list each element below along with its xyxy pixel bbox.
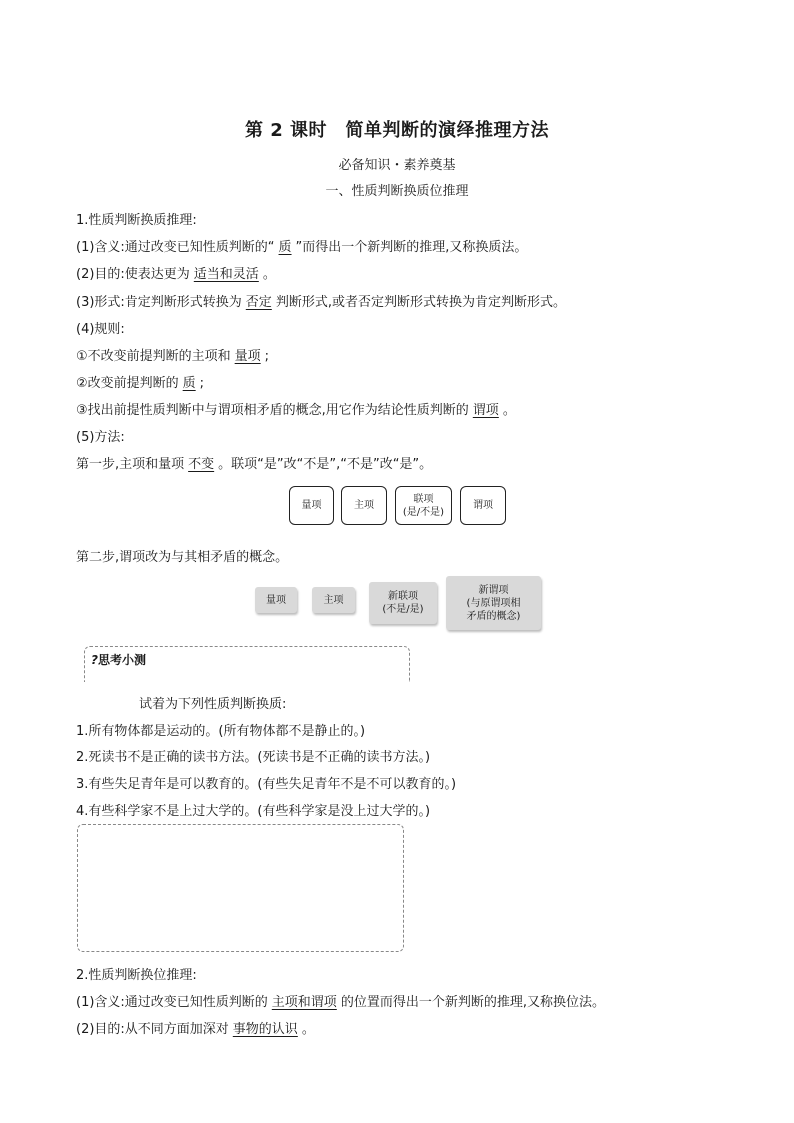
box-label — [403, 493, 444, 519]
diagram1-quantifier-box — [289, 486, 334, 525]
fill-blank: 质 — [278, 240, 292, 255]
text: 。 — [502, 403, 516, 418]
text: ; — [199, 376, 205, 391]
text: 。联项“是”改“不是”,“不是”改“是”。 — [218, 457, 433, 472]
section-heading: 一、性质判断换质位推理 — [325, 184, 469, 199]
box-label: 量项 — [301, 500, 322, 511]
item1-rules-heading: (4)规则: — [76, 322, 125, 337]
text: (2)目的:从不同方面加深对 — [76, 1022, 229, 1037]
method-step-2: 第二步,谓项改为与其相矛盾的概念。 — [76, 550, 289, 565]
page-subtitle: 必备知识・素养奠基 — [338, 158, 456, 173]
item1-heading: 1.性质判断换质推理: — [76, 213, 197, 228]
diagram2-quantifier-box — [255, 587, 297, 613]
text: (2)目的:使表达更为 — [76, 267, 190, 282]
box-line: 矛盾的概念) — [466, 610, 521, 622]
box-line: 新联项 — [387, 591, 418, 602]
box-label: 主项 — [354, 500, 374, 511]
text: ③找出前提性质判断中与谓项相矛盾的概念,用它作为结论性质判断的 — [76, 403, 469, 418]
text: (3)形式:肯定判断形式转换为 — [76, 295, 242, 310]
diagram2-new-predicate-box — [446, 576, 541, 630]
text: ”而得出一个新判断的推理,又称换质法。 — [295, 240, 528, 255]
text: 第一步,主项和量项 — [76, 457, 185, 472]
fill-blank: 不变 — [188, 457, 215, 472]
rule-1 — [76, 345, 269, 364]
text: ; — [264, 349, 270, 364]
box-line: (与原谓项相 — [466, 597, 521, 609]
rule-2 — [76, 372, 204, 391]
item2-heading: 2.性质判断换位推理: — [76, 968, 197, 983]
question-mark-icon: ? — [91, 653, 98, 667]
box-line: 新谓项 — [478, 584, 509, 596]
text: ②改变前提判断的 — [76, 376, 179, 391]
text: 的位置而得出一个新判断的推理,又称换位法。 — [340, 995, 605, 1010]
think-quiz-box — [84, 646, 410, 682]
text: 。 — [262, 267, 276, 282]
diagram2-subject-box — [312, 587, 355, 613]
item2-definition — [76, 991, 605, 1010]
diagram1-subject-box — [341, 486, 387, 525]
think-question-1: 1.所有物体都是运动的。(所有物体都不是静止的。) — [76, 724, 366, 739]
text: (1)含义:通过改变已知性质判断的 — [76, 995, 268, 1010]
method-step-1 — [76, 453, 432, 472]
text: ①不改变前提判断的主项和 — [76, 349, 231, 364]
box-line: (是/不是) — [402, 506, 445, 518]
item1-definition — [76, 236, 527, 255]
item1-form — [76, 291, 566, 310]
fill-blank: 谓项 — [472, 403, 499, 418]
text: 。 — [301, 1022, 315, 1037]
think-quiz-label — [91, 651, 146, 668]
diagram2-new-copula-box — [369, 582, 437, 624]
fill-blank: 量项 — [234, 349, 261, 364]
box-line: (不是/是) — [382, 604, 424, 615]
think-prompt: 试着为下列性质判断换质: — [139, 697, 287, 712]
item1-purpose — [76, 263, 276, 282]
box-label: 主项 — [323, 594, 344, 606]
diagram1-predicate-box — [460, 486, 506, 525]
item2-purpose — [76, 1018, 315, 1037]
fill-blank: 主项和谓项 — [271, 995, 337, 1010]
fill-blank: 适当和灵活 — [193, 267, 259, 282]
rule-3 — [76, 399, 516, 418]
item1-method-heading: (5)方法: — [76, 430, 125, 445]
box-label: 谓项 — [473, 500, 493, 511]
think-question-3: 3.有些失足青年是可以教育的。(有些失足青年不是不可以教育的。) — [76, 777, 457, 792]
think-question-2: 2.死读书不是正确的读书方法。(死读书是不正确的读书方法。) — [76, 750, 431, 765]
fill-blank: 质 — [182, 376, 196, 391]
box-label — [467, 584, 521, 623]
answer-area-box — [77, 824, 404, 952]
page-title: 第 2 课时 简单判断的演绎推理方法 — [244, 120, 550, 141]
box-label: 量项 — [266, 594, 286, 606]
text: 判断形式,或者否定判断形式转换为肯定判断形式。 — [275, 295, 566, 310]
think-quiz-title: 思考小测 — [97, 653, 146, 667]
box-line: 联项 — [413, 493, 434, 505]
diagram1-copula-box — [395, 486, 452, 525]
text: (1)含义:通过改变已知性质判断的“ — [76, 240, 275, 255]
think-question-4: 4.有些科学家不是上过大学的。(有些科学家是没上过大学的。) — [76, 804, 431, 819]
fill-blank: 事物的认识 — [232, 1022, 298, 1037]
box-label — [382, 590, 423, 616]
fill-blank: 否定 — [245, 295, 272, 310]
